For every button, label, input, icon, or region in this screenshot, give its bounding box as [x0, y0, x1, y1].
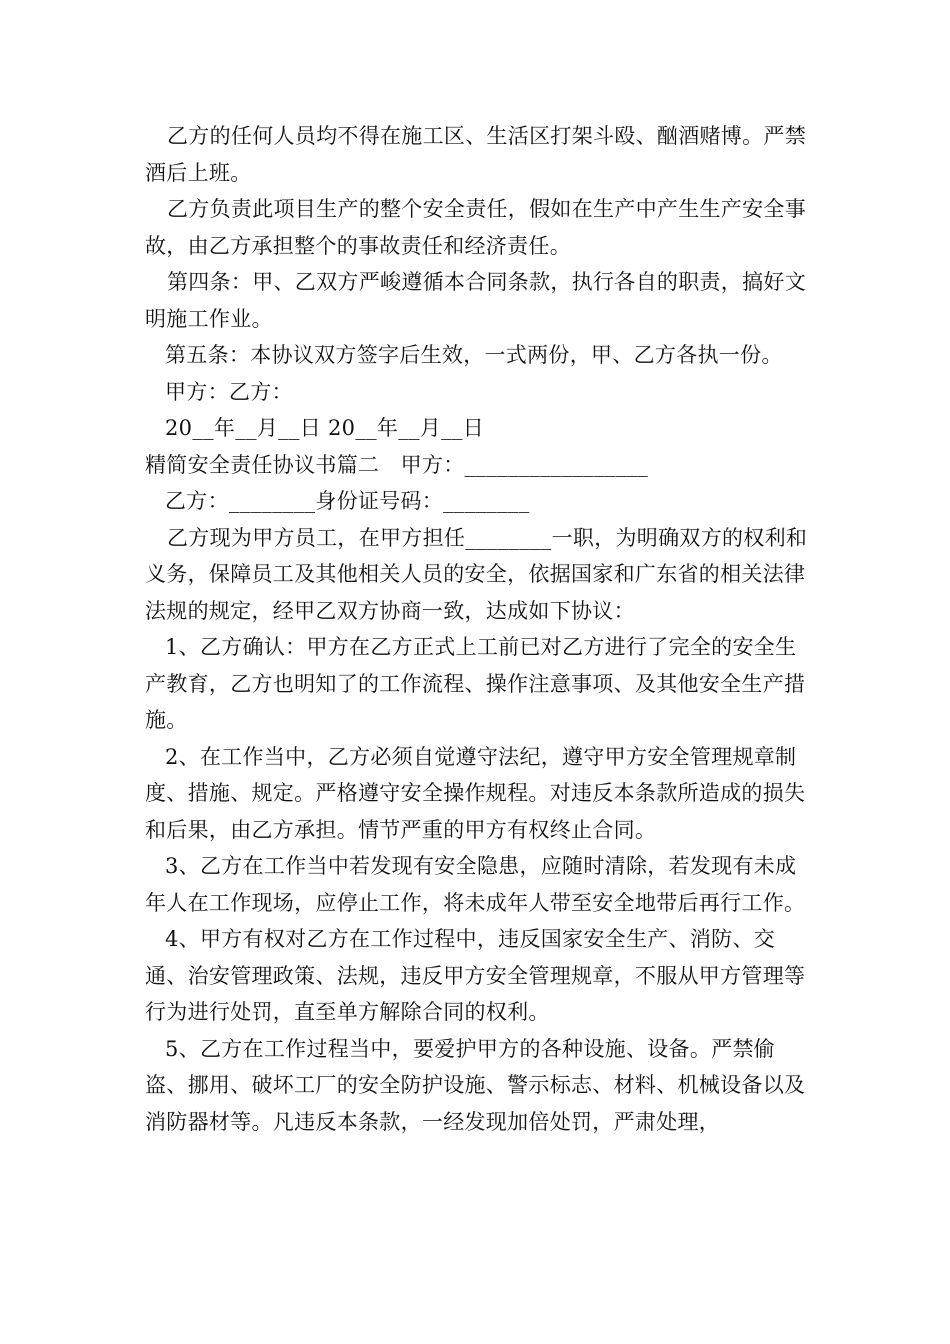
- signature-date-line: 20__年__月__日 20__年__月__日: [165, 416, 485, 440]
- paragraph-safety-responsibility: 乙方负责此项目生产的整个安全责任，假如在生产中产生生产安全事故，由乙方承担整个的事故责任和经济责任。: [145, 197, 806, 258]
- paragraph-no-fighting: 乙方的任何人员均不得在施工区、生活区打架斗殴、酗酒赌博。严禁酒后上班。: [145, 124, 806, 185]
- signature-parties-line: 甲方：乙方：: [165, 379, 293, 404]
- paragraph-article-four: 第四条：甲、乙双方严峻遵循本合同条款，执行各自的职责，搞好文明施工作业。: [145, 270, 806, 331]
- paragraph-employment-preamble: 乙方现为甲方员工，在甲方担任________一职，为明确双方的权利和义务，保障员工及其他相关人员的安全，依据国家和广东省的相关法律法规的规定，经甲乙双方协商一致，达成如下协议：: [145, 525, 808, 623]
- document-body: [145, 118, 810, 1140]
- paragraph-article-five: 第五条：本协议双方签字后生效，一式两份，甲、乙方各执一份。: [165, 343, 783, 367]
- clause-2: 2、在工作当中，乙方必须自觉遵守法纪，遵守甲方安全管理规章制度、措施、规定。严格遵守安全操作规程。对违反本条款所造成的损失和后果，由乙方承担。情节严重的甲方有权终止合同。: [145, 744, 806, 842]
- clause-1: 1、乙方确认：甲方在乙方正式上工前已对乙方进行了完全的安全生产教育，乙方也明知了的工作流程、操作注意事项、及其他安全生产措施。: [145, 635, 806, 732]
- clause-5: 5、乙方在工作过程当中，要爱护甲方的各种设施、设备。严禁偷盗、挪用、破坏工厂的安全防护设施、警示标志、材料、机械设备以及消防器材等。凡违反本条款，一经发现加倍处罚，严肃处理，: [145, 1036, 806, 1134]
- party-b-id-line: 乙方：________身份证号码：________: [165, 489, 530, 513]
- agreement-two-heading: 精简安全责任协议书篇二 甲方：_________________: [145, 452, 649, 477]
- clause-4: 4、甲方有权对乙方在工作过程中，违反国家安全生产、消防、交通、治安管理政策、法规，违反甲方安全管理规章，不服从甲方管理等行为进行处罚，直至单方解除合同的权利。: [145, 927, 806, 1024]
- clause-3: 3、乙方在工作当中若发现有安全隐患，应随时清除，若发现有未成年人在工作现场，应停止工作，将未成年人带至安全地带后再行工作。: [145, 854, 806, 915]
